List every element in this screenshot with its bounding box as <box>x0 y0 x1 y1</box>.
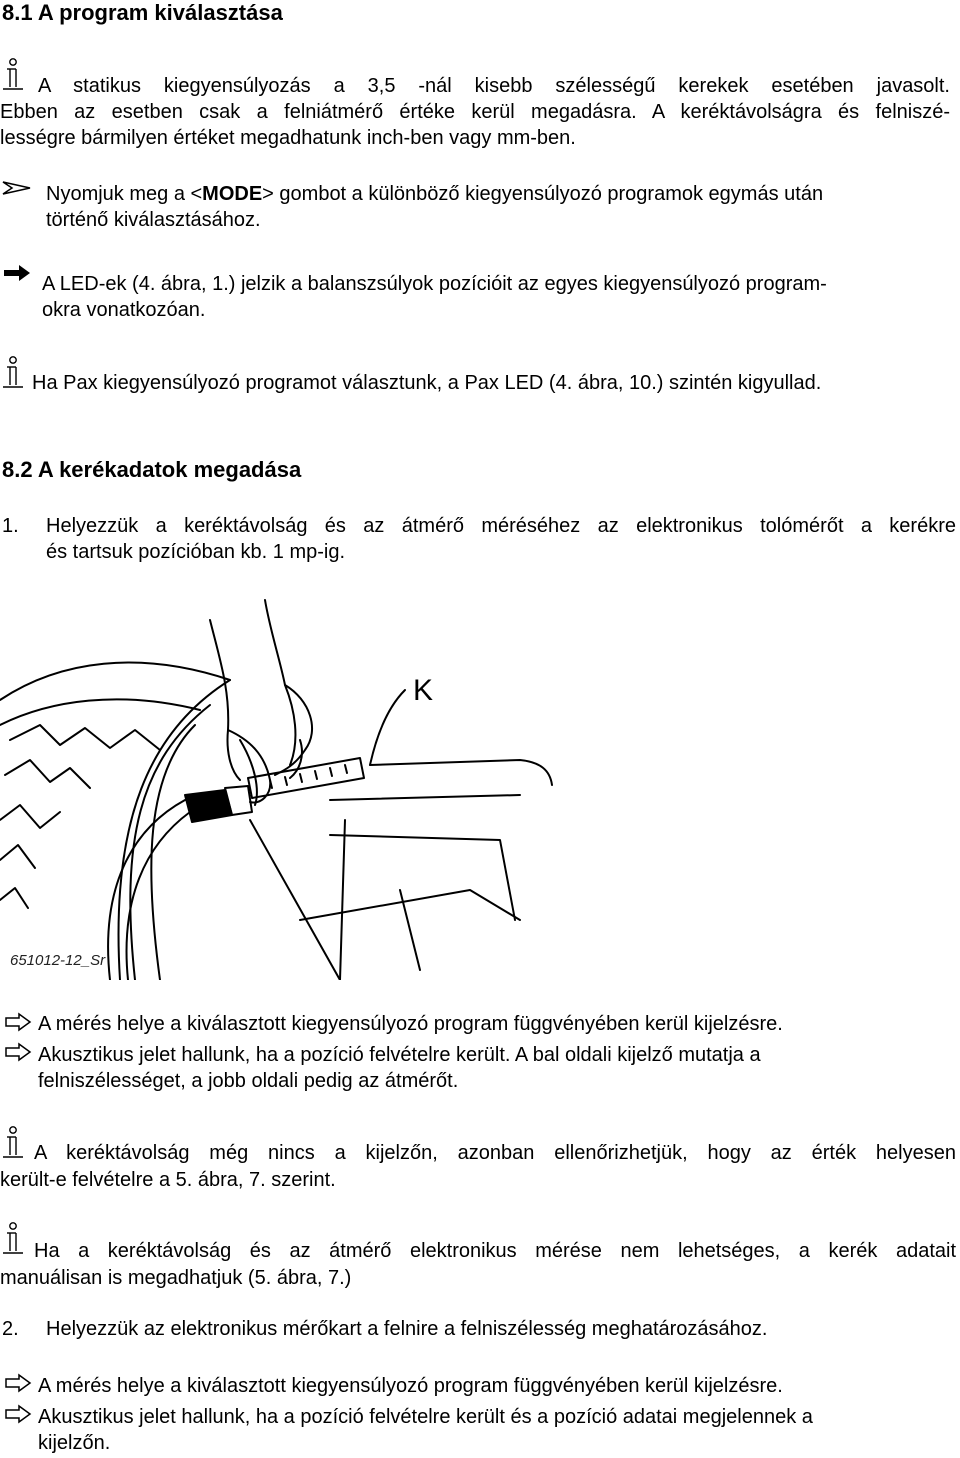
step-text-post: > gombot a különböző kiegyensúlyozó programok egymás után <box>262 183 824 205</box>
note-line: került-e felvételre a 5. ábra, 7. szerint. <box>0 1169 336 1191</box>
info-note-icon <box>2 1222 24 1256</box>
list-item-line: Helyezzük az elektronikus mérőkart a felnire a felniszélesség meghatározásához. <box>46 1318 768 1340</box>
result-line: A LED-ek (4. ábra, 1.) jelzik a balanszsúlyok pozícióit az egyes kiegyensúlyozó program- <box>42 273 827 295</box>
hollow-arrow-icon <box>4 1012 32 1032</box>
note-line: A keréktávolság még nincs a kijelzőn, azonban ellenőrizhetjük, hogy az érték helyesen <box>34 1142 956 1164</box>
figure-label-k: K <box>413 674 434 707</box>
result-line: okra vonatkozóan. <box>42 299 206 321</box>
result-line: A mérés helye a kiválasztott kiegyensúlyozó program függvényében kerül kijelzésre. <box>38 1013 783 1035</box>
info-note-icon <box>2 356 24 390</box>
hollow-arrow-icon <box>4 1042 32 1062</box>
note-line: Ha a keréktávolság és az átmérő elektronikus mérése nem lehetséges, a kerék adatait <box>34 1240 956 1262</box>
note-line: Ha Pax kiegyensúlyozó programot választunk, a Pax LED (4. ábra, 10.) szintén kigyullad. <box>32 372 822 394</box>
result-line: kijelzőn. <box>38 1432 111 1454</box>
result-line: A mérés helye a kiválasztott kiegyensúlyozó program függvényében kerül kijelzésre. <box>38 1375 783 1397</box>
info-note-icon <box>2 58 24 92</box>
list-item-line: és tartsuk pozícióban kb. 1 mp-ig. <box>46 541 346 563</box>
hollow-arrow-icon <box>4 1373 32 1393</box>
list-number: 1. <box>2 515 19 537</box>
note-line: manuálisan is megadhatjuk (5. ábra, 7.) <box>0 1267 352 1289</box>
note-line: A statikus kiegyensúlyozás a 3,5 -nál kisebb szélességű kerekek esetében javasolt. <box>38 75 950 97</box>
result-line: Akusztikus jelet hallunk, ha a pozíció felvételre került. A bal oldali kijelző mutatja a <box>38 1044 761 1066</box>
caliper-on-wheel-figure <box>0 590 960 980</box>
mode-key-label: MODE <box>202 183 263 205</box>
list-number: 2. <box>2 1318 19 1340</box>
step-arrow-icon <box>2 180 32 196</box>
step-instruction <box>46 181 823 207</box>
note-line: Ebben az esetben csak a felniátmérő értéke kerül megadásra. A keréktávolságra és felniszé- <box>0 101 950 123</box>
section-heading-8-1: 8.1 A program kiválasztása <box>2 0 283 25</box>
result-line: Akusztikus jelet hallunk, ha a pozíció felvételre került és a pozíció adatai megjelennek a <box>38 1406 813 1428</box>
step-text-pre: Nyomjuk meg a < <box>46 183 203 205</box>
result-arrow-icon <box>2 263 32 283</box>
list-item-line: Helyezzük a keréktávolság és az átmérő méréséhez az elektronikus tolómérőt a kerékre <box>46 515 956 537</box>
hollow-arrow-icon <box>4 1404 32 1424</box>
section-heading-8-2: 8.2 A kerékadatok megadása <box>2 457 302 482</box>
figure-caption: 651012-12_Sr <box>10 952 106 969</box>
info-note-icon <box>2 1126 24 1160</box>
note-line: lességre bármilyen értéket megadhatunk inch-ben vagy mm-ben. <box>0 127 576 149</box>
result-line: felniszélességet, a jobb oldali pedig az átmérőt. <box>38 1070 459 1092</box>
step-instruction-line2: történő kiválasztásához. <box>46 209 261 231</box>
